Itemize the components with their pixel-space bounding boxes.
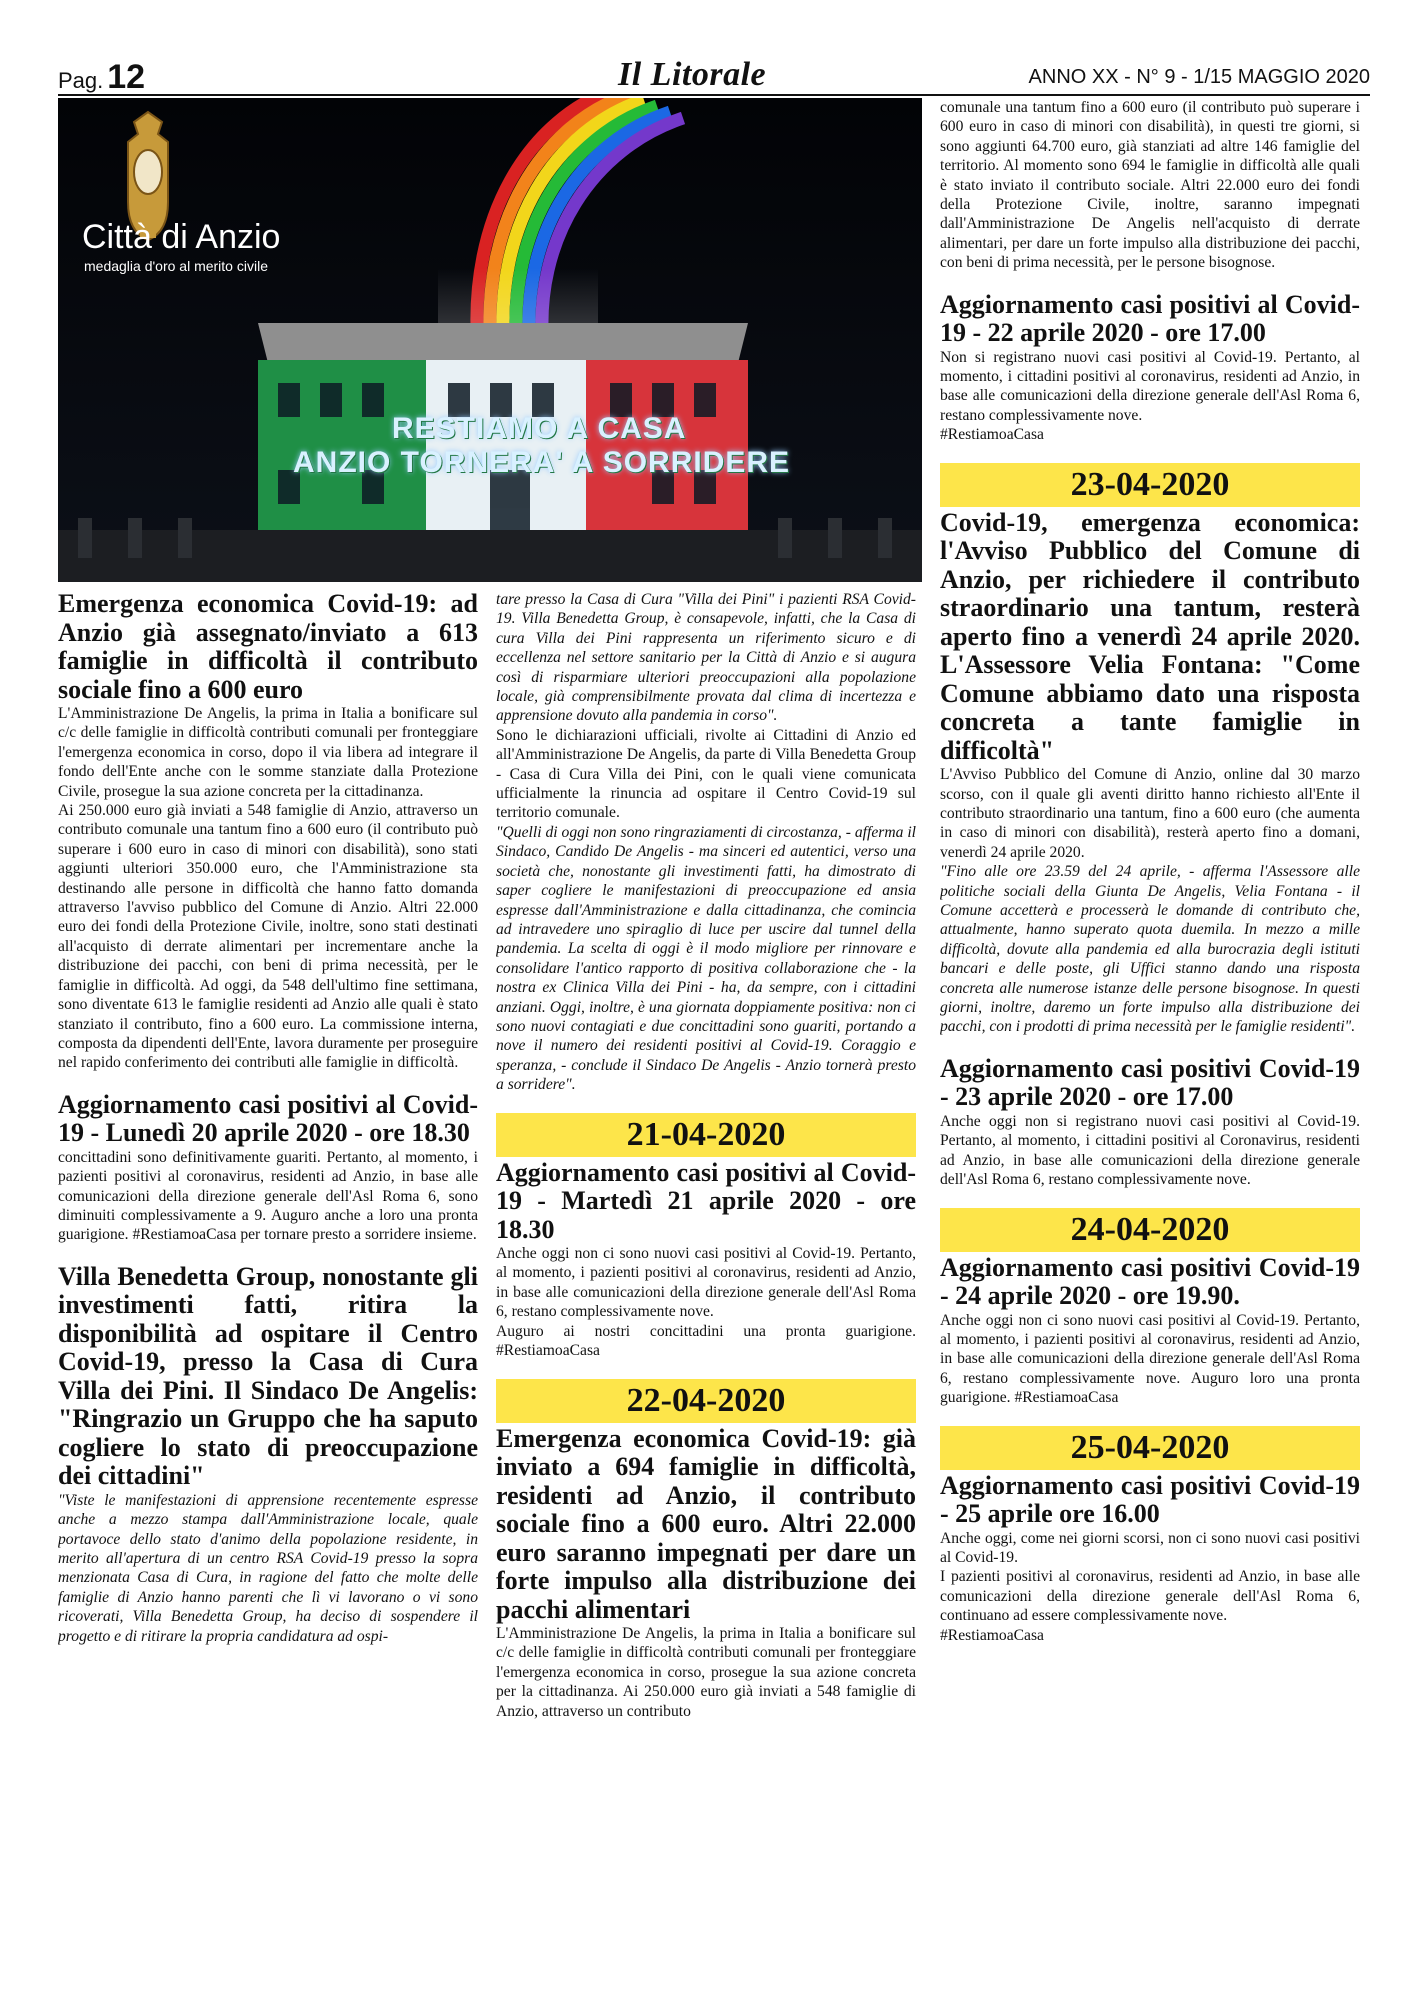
article-quote: "Quelli di oggi non sono ringraziamenti di circostanza, - afferma il Sindaco, Candido De Angelis - ma sinceri ed autentici, verso una società che, nonostante gli investimenti fatti, ha dimostrato di saper cogliere le manifestazioni di preoccupazione ed ansia espresse dall'Amministrazione e dalla cittadinanza, che comincia ad intravedere uno spiraglio di luce per uscire dal tunnel della pandemia. La scelta di oggi è il modo migliore per rinnovare e consolidare l'antico rapporto di positiva collaborazione che - la nostra ex Clinica Villa dei Pini - ha, da sempre, con i cittadini anziani. Oggi, inoltre, è una giornata doppiamente positiva: non ci sono nuovi contagiati e due concittadini sono guariti, portando a nove il numero dei residenti positivi al Covid-19. Coraggio e speranza, - conclude il Sindaco De Angelis - Anzio tornerà presto a sorridere". [496,823,916,1094]
date-banner: 25-04-2020 [940,1426,1360,1470]
article-quote: "Fino alle ore 23.59 del 24 aprile, - afferma l'Assessore alle politiche sociali della Giunta De Angelis, Velia Fontana - il Comune accetterà e processerà le domande di contributo che, attualmente, hanno superato quota duemila. In mezzo a mille difficoltà, dovute alla pandemia ed alla burocrazia degli istituti bancari e delle poste, gli Uffici stanno dando una risposta concreta alle numerose istanze delle persone bisognose. In questi giorni, inoltre, daremo un forte impulso alla distribuzione dei pacchi, con i prodotti di prima necessità per le famiglie residenti". [940,863,1360,1036]
masthead: Il Litorale [618,56,767,93]
page-number: 12 [107,58,146,96]
banner-line-2: ANZIO TORNERA' A SORRIDERE [293,446,791,479]
article-headline: Aggiornamento casi positivi al Covid-19 - Martedì 21 aprile 2020 - ore 18.30 [496,1157,916,1244]
article-paragraph: comunale una tantum fino a 600 euro (il contributo può superare i 600 euro in caso di minori con disabilità), in questi tre giorni, si sono aggiunti 64.700 euro, già stanziati ad altre 146 famiglie del territorio. Al momento sono 694 le famiglie in difficoltà alle quali è stato inviato il contributo sociale. Altri 22.000 euro dei fondi della Protezione Civile, inoltre, saranno impegnati dall'Amministrazione De Angelis nell'acquisto di derrate alimentari, per dare un forte impulso alla distribuzione dei pacchi, con beni di prima necessità, per le persone bisognose. [940,99,1360,272]
page-label: Pag. [58,68,104,93]
article-paragraph: I pazienti positivi al coronavirus, residenti ad Anzio, in base alle comunicazioni della direzione generale dell'Asl Roma 6, continuano ad essere complessivamente nove. [940,1568,1360,1625]
article-headline: Emergenza economica Covid-19: ad Anzio già assegnato/inviato a 613 famiglie in difficoltà il contributo sociale fino a 600 euro [58,590,478,704]
page-number-block [58,58,145,97]
article-paragraph: L'Avviso Pubblico del Comune di Anzio, online dal 30 marzo scorso, con il quale gli aventi diritto hanno richiesto all'Ente il contributo straordinario una tantum, fino a 600 euro (che aumenta in caso di minori con disabilità), resterà aperto fino a domani, venerdì 24 aprile 2020. [940,766,1360,861]
article-headline: Aggiornamento casi positivi al Covid-19 - Lunedì 20 aprile 2020 - ore 18.30 [58,1089,478,1148]
date-banner: 23-04-2020 [940,463,1360,507]
page-header [58,58,1370,96]
column-1 [58,590,478,1980]
article-quote: tare presso la Casa di Cura "Villa dei Pini" i pazienti RSA Covid-19. Villa Benedetta Group, è consapevole, infatti, che la Casa di cura Villa dei Pini rappresenta un riferimento sicuro e di eccellenza nel settore sanitario per la Città di Anzio e si augura così di risparmiare ulteriori preoccupazioni alla popolazione locale, già comprensibilmente provata dal clima di incertezza e apprensione dovuto alla pandemia in corso". [496,591,916,725]
article-headline: Villa Benedetta Group, nonostante gli investimenti fatti, ritira la disponibilità ad ospitare il Centro Covid-19, presso la Casa di Cura Villa dei Pini. Il Sindaco De Angelis: "Ringrazio un Gruppo che ha saputo cogliere lo stato di preoccupazione dei cittadini" [58,1261,478,1491]
article-paragraph: Anche oggi, come nei giorni scorsi, non ci sono nuovi casi positivi al Covid-19. [940,1529,1360,1566]
article-paragraph: L'Amministrazione De Angelis, la prima in Italia a bonificare sul c/c delle famiglie in difficoltà contributi comunali per fronteggiare l'emergenza economica in corso, dopo il via libera ad integrare il fondo dell'Ente anche con le somme stanziate dalla Protezione Civile, prosegue la sua azione concreta per la cittadinanza. [58,705,478,800]
article-paragraph: concittadini sono definitivamente guariti. Pertanto, al momento, i pazienti positivi al coronavirus, residenti ad Anzio, in base alle comunicazioni della direzione generale dell'Asl Roma 6, sono diminuiti complessivamente a 9. Auguro anche a loro una pronta guarigione. #RestiamoaCasa per tornare presto a sorridere insieme. [58,1148,478,1244]
article-paragraph: #RestiamoaCasa [940,1626,1044,1644]
article-paragraph: Non si registrano nuovi casi positivi al Covid-19. Pertanto, al momento, i cittadini positivi al coronavirus, residenti ad Anzio, in base alle comunicazioni della direzione generale dell'Asl Roma 6, restano complessivamente nove. [940,348,1360,424]
article-headline: Aggiornamento casi positivi Covid-19 - 24 aprile 2020 - ore 19.90. [940,1252,1360,1310]
issue-info: ANNO XX - N° 9 - 1/15 MAGGIO 2020 [1028,66,1370,88]
article-paragraph: #RestiamoaCasa [940,426,1044,444]
article-paragraph: Anche oggi non ci sono nuovi casi positivi al Covid-19. Pertanto, al momento, i pazienti positivi al coronavirus, residenti ad Anzio, in base alle comunicazioni della direzione generale dell'Asl Roma 6, restano complessivamente nove. [496,1245,916,1321]
article-paragraph: Auguro ai nostri concittadini una pronta guarigione. #RestiamoaCasa [496,1322,916,1360]
logo-city-name: Città di Anzio [82,218,281,256]
article-quote: "Viste le manifestazioni di apprensione recentemente espresse anche a mezzo stampa dall'Amministrazione locale, quale portavoce dello stato d'animo della popolazione residente, in merito all'apertura di un centro RSA Covid-19 presso la sopra menzionata Casa di Cura, in ragione del fatto che molte delle famiglie di Anzio hanno parenti che lì vi lavorano o vi sono ricoverati, Villa Benedetta Group, ha deciso di sospendere il progetto e di ritirare la propria candidatura ad ospi- [58,1491,478,1645]
article-headline: Aggiornamento casi positivi Covid-19 - 23 aprile 2020 - ore 17.00 [940,1053,1360,1112]
anzio-building-photo [58,98,922,582]
photo-illustration [58,98,922,582]
column-3 [940,98,1360,1978]
date-banner: 24-04-2020 [940,1208,1360,1252]
article-paragraph: Sono le dichiarazioni ufficiali, rivolte ai Cittadini di Anzio ed all'Amministrazione De Angelis, da parte di Villa Benedetta Group - Casa di Cura Villa dei Pini, con le quali viene comunicata ufficialmente la rinuncia ad ospitare il Centro Covid-19 sul territorio comunale. [496,726,916,822]
article-paragraph: L'Amministrazione De Angelis, la prima in Italia a bonificare sul c/c delle famiglie in difficoltà contributi comunali per fronteggiare l'emergenza economica in corso, prosegue la sua azione concreta per la cittadinanza. Ai 250.000 euro già inviati a 548 famiglie di Anzio, attraverso un contributo [496,1625,916,1720]
article-headline: Emergenza economica Covid-19: già inviato a 694 famiglie in difficoltà, residenti ad Anzio, il contributo sociale fino a 600 euro. Altri 22.000 euro saranno impegnati per dare un forte impulso alla distribuzione dei pacchi alimentari [496,1423,916,1624]
date-banner: 22-04-2020 [496,1379,916,1423]
banner-line-1: RESTIAMO A CASA [392,412,687,445]
logo-subtitle: medaglia d'oro al merito civile [84,258,268,274]
article-paragraph: Ai 250.000 euro già inviati a 548 famiglie di Anzio, attraverso un contributo comunale una tantum fino a 600 euro (il contributo può superare i 600 euro in caso di minori con disabilità), sono stati aggiunti ulteriori 350.000 euro, che l'Amministrazione sta destinando alle persone in difficoltà che hanno fatto domanda attraverso l'avviso pubblico del Comune di Anzio. Altri 22.000 euro dei fondi della Protezione Civile, inoltre, sono stati destinati all'acquisto di derrate alimentari per incrementare anche la distribuzione dei pacchi, con beni di prima necessità, per le famiglie in difficoltà. Ad oggi, da 548 dell'ultimo fine settimana, sono diventate 613 le famiglie residenti ad Anzio alle quali è stato stanziato il contributo, fino a 600 euro. La commissione interna, composta da dipendenti dell'Ente, lavora duramente per proseguire nel rapido conferimento dei contributi alle famiglie in difficoltà. [58,802,478,1072]
article-headline: Aggiornamento casi positivi Covid-19 - 25 aprile ore 16.00 [940,1470,1360,1529]
article-headline: Aggiornamento casi positivi al Covid-19 - 22 aprile 2020 - ore 17.00 [940,289,1360,348]
article-paragraph: Anche oggi non ci sono nuovi casi positivi al Covid-19. Pertanto, al momento, i pazienti positivi al coronavirus, residenti ad Anzio, in base alle comunicazioni della direzione generale dell'Asl Roma 6, restano complessivamente nove. Auguro loro una pronta guarigione. #RestiamoaCasa [940,1311,1360,1407]
article-headline: Covid-19, emergenza economica: l'Avviso Pubblico del Comune di Anzio, per richiedere il contributo straordinario una tantum, resterà aperto fino a venerdì 24 aprile 2020. L'Assessore Velia Fontana: "Come Comune abbiamo dato una risposta concreta a tante famiglie in difficoltà" [940,507,1360,765]
column-2 [496,590,916,1980]
article-paragraph: Anche oggi non si registrano nuovi casi positivi al Covid-19. Pertanto, al momento, i cittadini positivi al Coronavirus, residenti ad Anzio, in base alle comunicazioni della direzione generale dell'Asl Roma 6, restano complessivamente nove. [940,1112,1360,1189]
date-banner: 21-04-2020 [496,1113,916,1157]
